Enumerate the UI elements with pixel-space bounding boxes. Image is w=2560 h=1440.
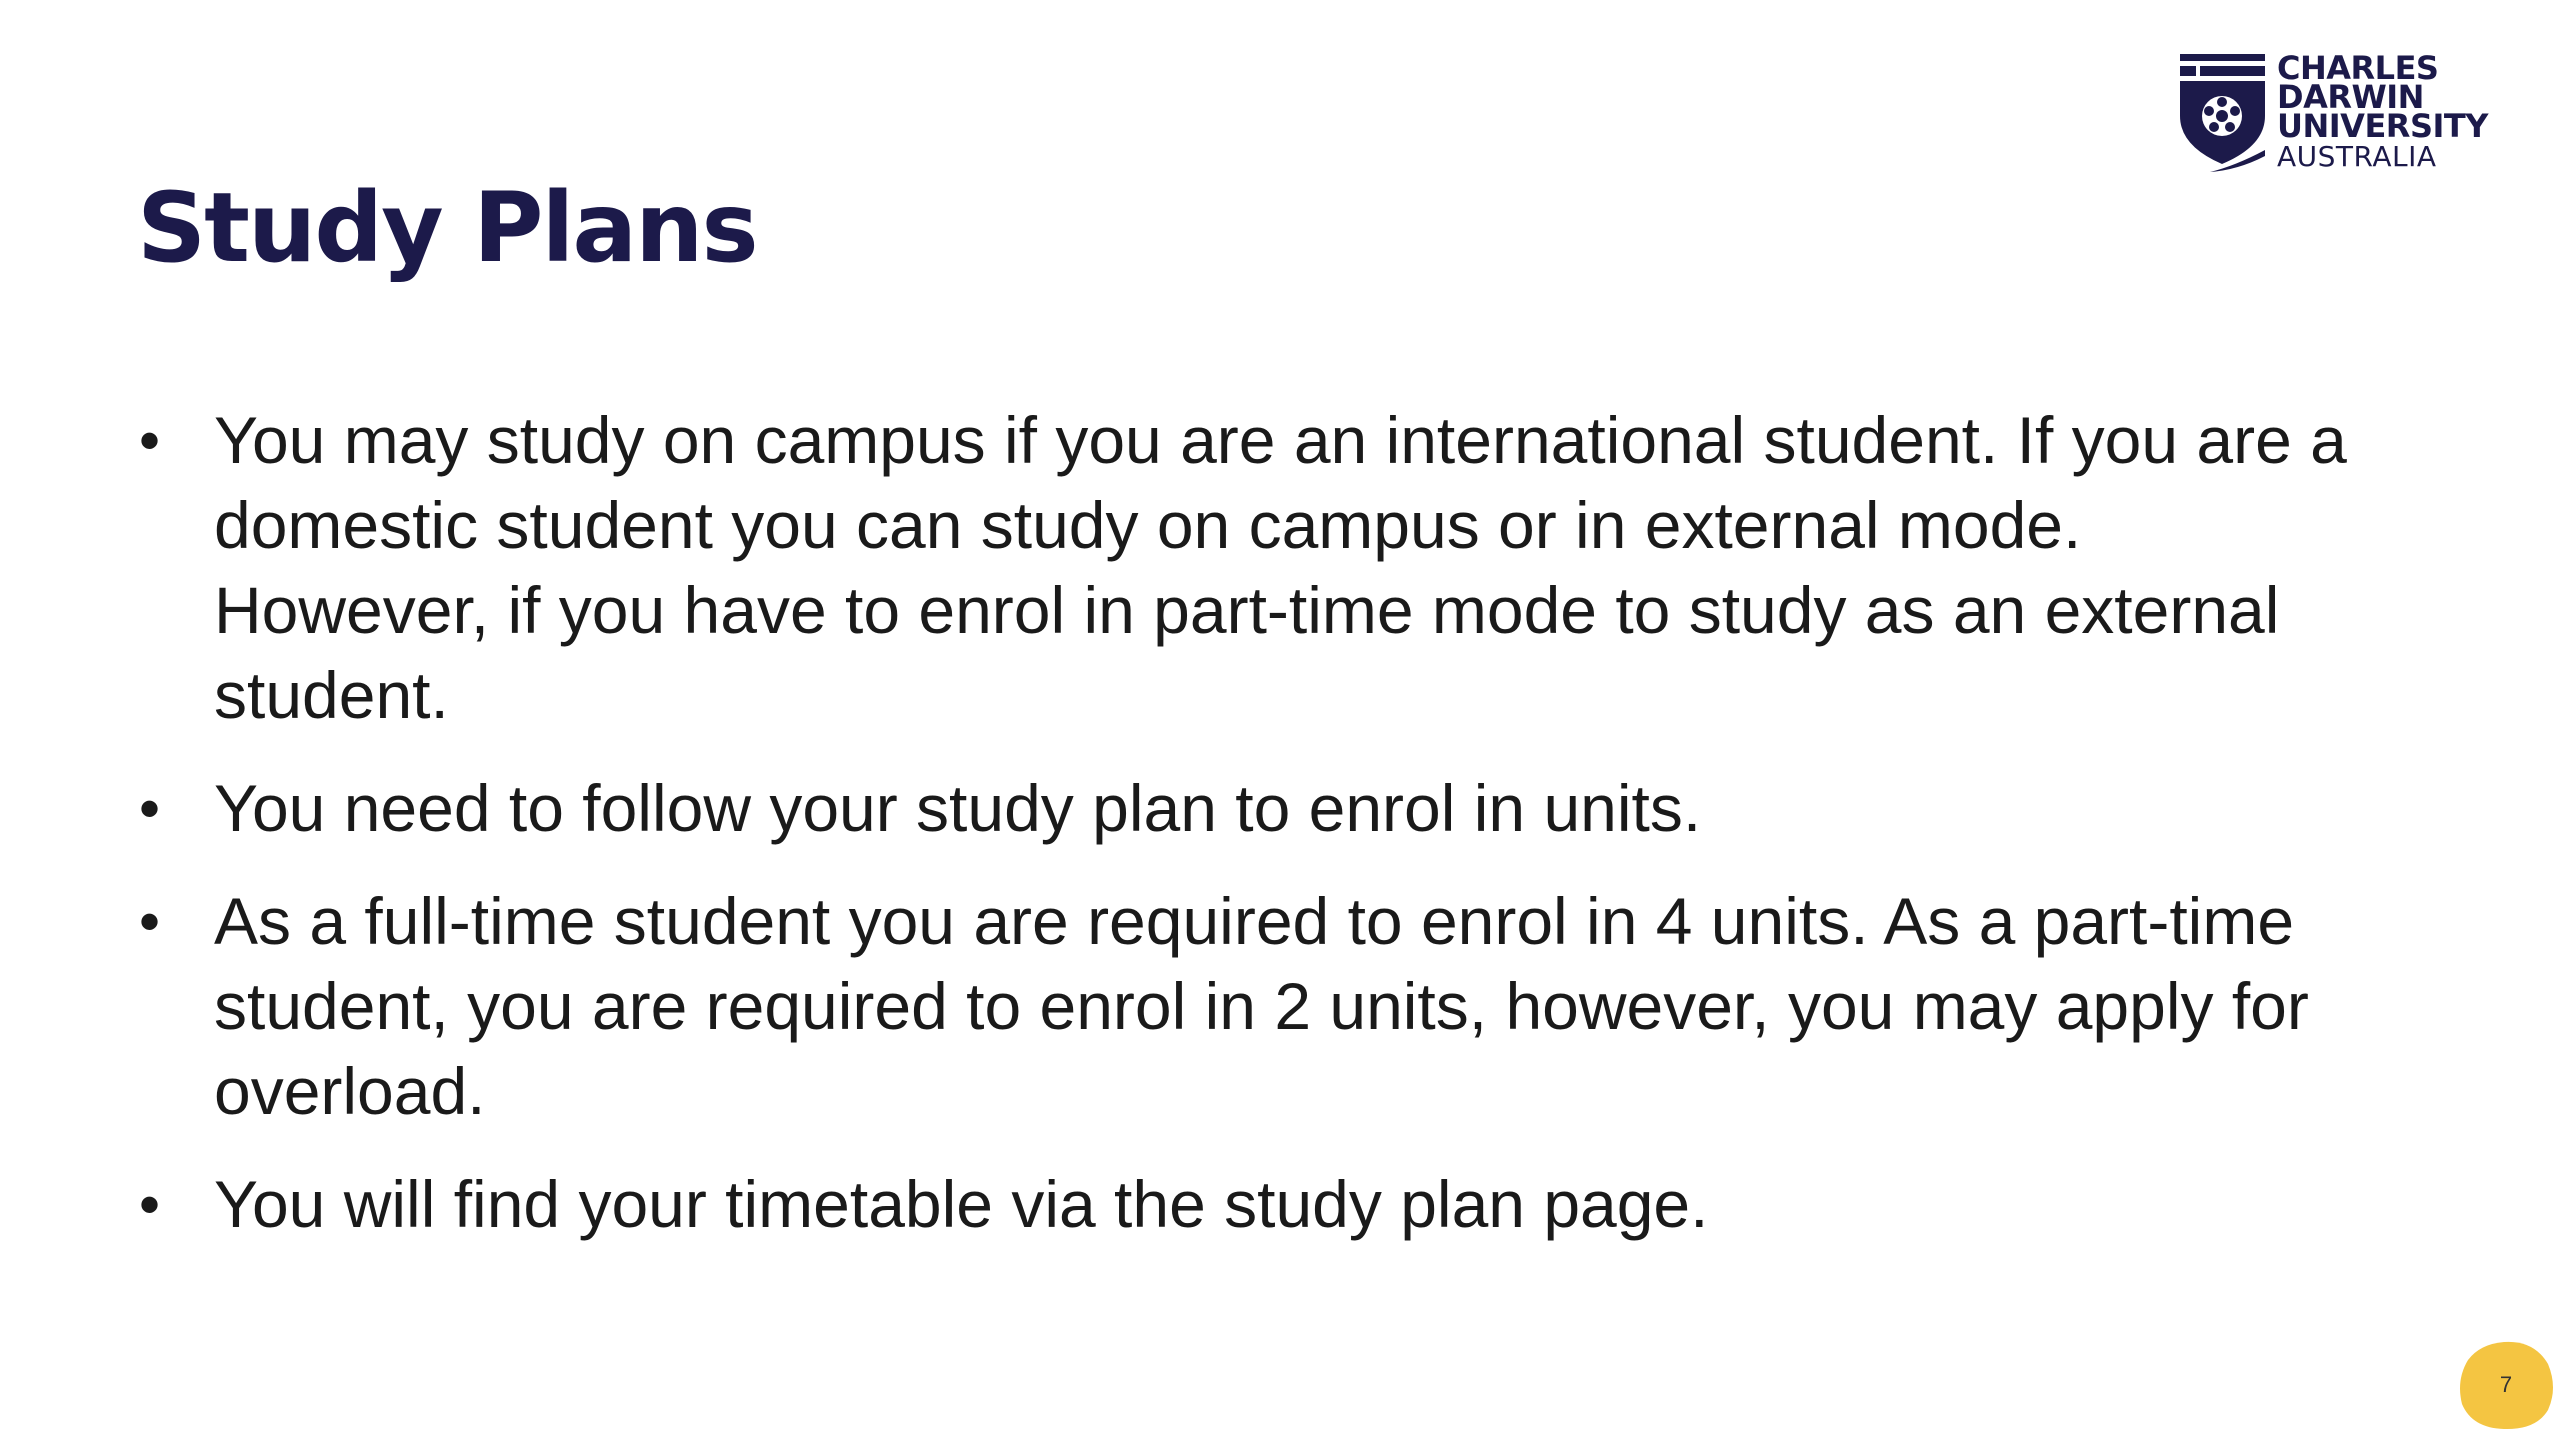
bullet-icon: • xyxy=(139,1171,161,1238)
bullet-icon: • xyxy=(139,407,161,474)
logo-line-3: UNIVERSITY xyxy=(2277,107,2488,145)
bullet-text: You need to follow your study plan to enrol in units. xyxy=(214,771,1702,845)
bullet-icon: • xyxy=(139,888,161,955)
logo-country: AUSTRALIA xyxy=(2277,140,2437,173)
bullet-item xyxy=(137,398,2367,738)
logo-wordmark xyxy=(2277,49,2488,173)
bullet-list xyxy=(137,398,2367,1275)
bullet-item xyxy=(137,879,2367,1134)
bullet-item xyxy=(137,1162,2367,1247)
logo-line-1: CHARLES xyxy=(2277,49,2439,87)
bullet-text: You may study on campus if you are an international student. If you are a domestic student you can study on campus or in external mode. However, if you have to enrol in part-time mode to study as an external student. xyxy=(214,403,2347,732)
university-crest-icon xyxy=(2180,54,2265,174)
page-number: 7 xyxy=(2499,1372,2513,1397)
bullet-item xyxy=(137,766,2367,851)
logo-line-2: DARWIN xyxy=(2277,78,2424,116)
page-number-badge xyxy=(2456,1338,2556,1432)
bullet-icon: • xyxy=(139,775,161,842)
slide-title: Study Plans xyxy=(137,172,757,284)
bullet-text: You will find your timetable via the study plan page. xyxy=(214,1167,1709,1241)
bullet-text: As a full-time student you are required to enrol in 4 units. As a part-time student, you are required to enrol in 2 units, however, you may apply for overload. xyxy=(214,884,2309,1128)
university-logo xyxy=(2180,49,2520,180)
